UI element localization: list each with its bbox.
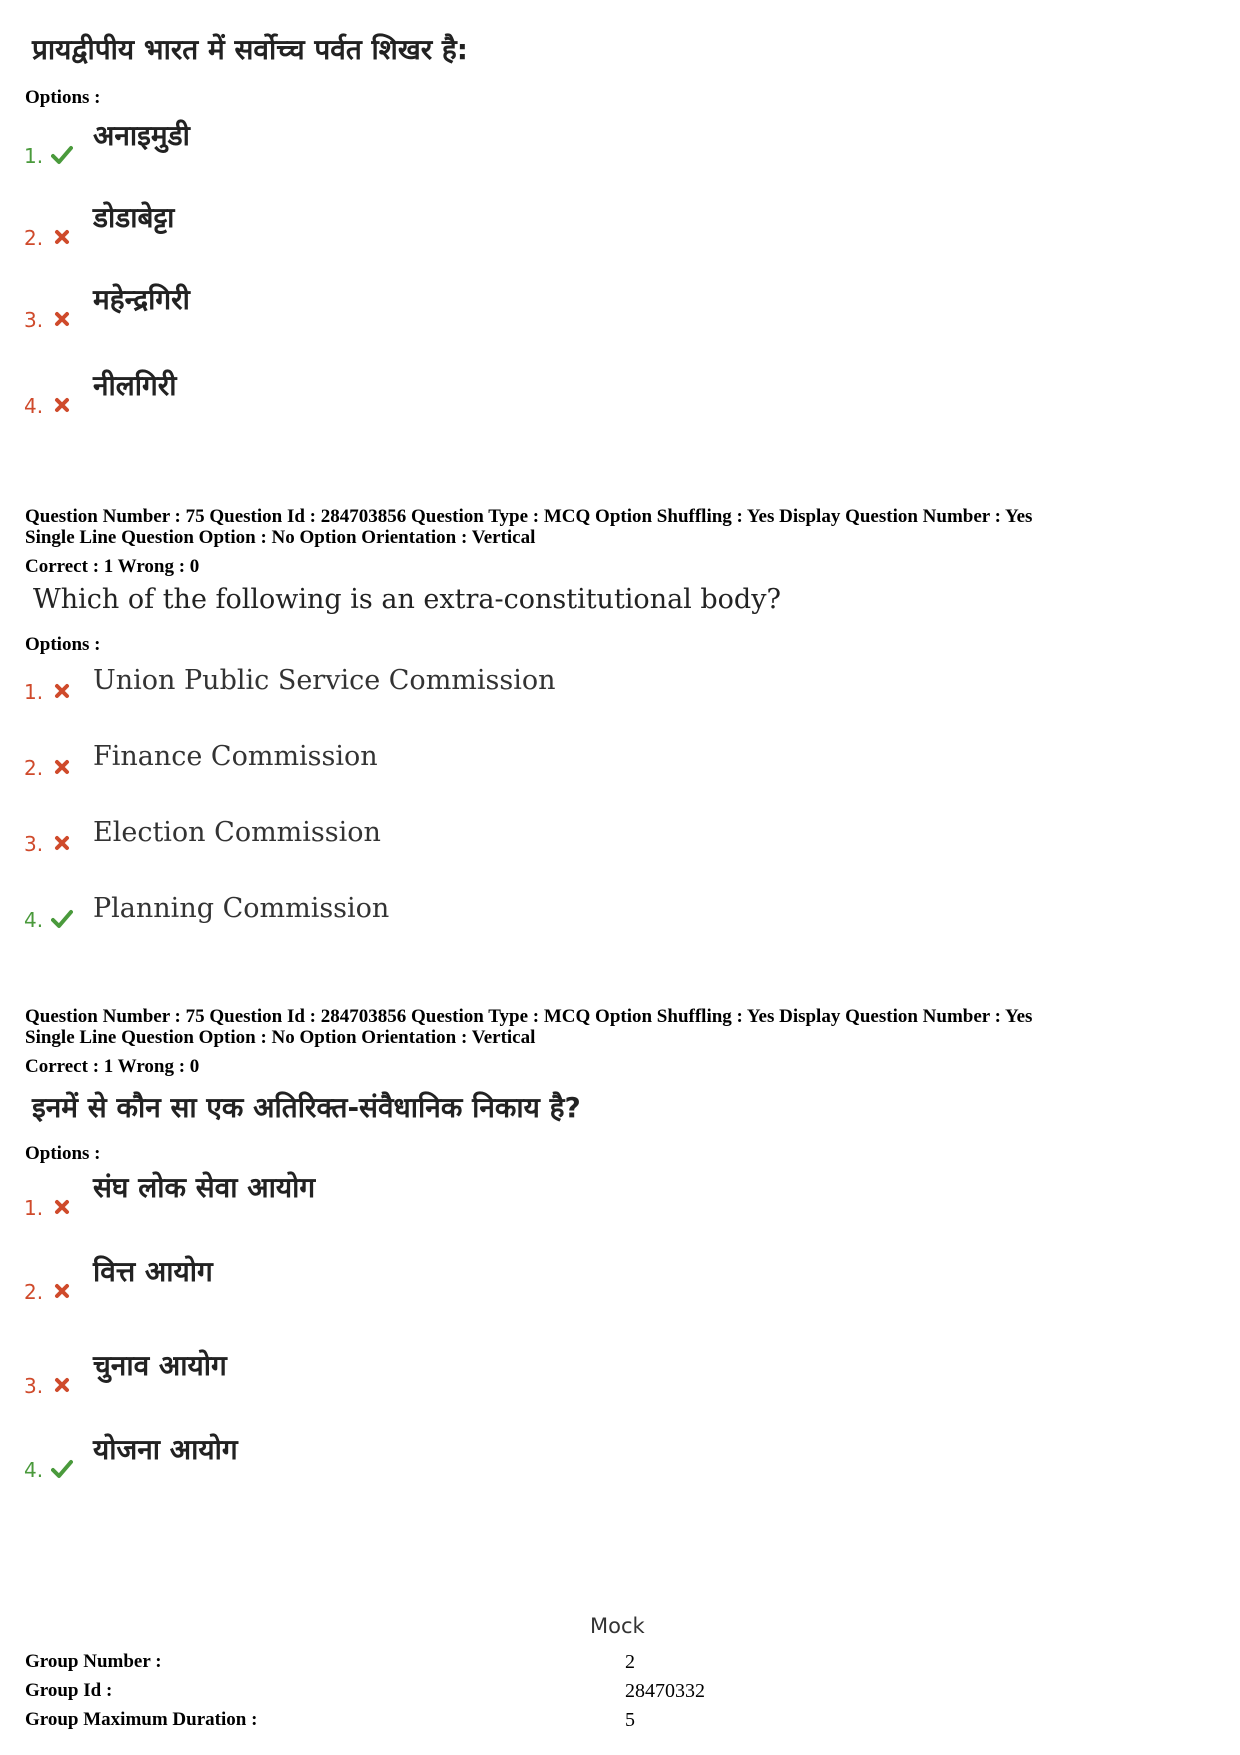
wrong-cross-icon [51, 1280, 73, 1302]
question-text: Which of the following is an extra-constitutional body? [33, 584, 781, 615]
group-duration-value: 5 [625, 1709, 635, 1731]
question-meta: Single Line Question Option : No Option Orientation : Vertical [25, 1027, 536, 1048]
option-text: Finance Commission [93, 741, 378, 772]
wrong-cross-icon [51, 394, 73, 416]
option-text: महेन्द्रगिरी [93, 283, 190, 316]
correct-check-icon [51, 144, 73, 166]
group-number-value: 2 [625, 1651, 635, 1673]
question-meta: Question Number : 75 Question Id : 284703856 Question Type : MCQ Option Shuffling : Yes Display Question Number : Yes [25, 506, 1033, 527]
options-label: Options : [25, 634, 101, 655]
wrong-cross-icon [51, 226, 73, 248]
option-number: 2. [24, 226, 44, 250]
option-text: Union Public Service Commission [93, 665, 556, 696]
group-id-value: 28470332 [625, 1680, 705, 1702]
wrong-cross-icon [51, 680, 73, 702]
option-2 [24, 738, 924, 782]
option-text: संघ लोक सेवा आयोग [93, 1171, 316, 1204]
option-3 [24, 1349, 924, 1400]
option-number: 2. [24, 1280, 44, 1304]
option-3 [24, 814, 924, 858]
group-duration-label: Group Maximum Duration : [25, 1709, 258, 1730]
correct-check-icon [51, 908, 73, 930]
option-number: 4. [24, 1458, 44, 1482]
option-1 [24, 1171, 924, 1222]
option-4 [24, 369, 924, 420]
question-text: प्रायद्वीपीय भारत में सर्वोच्च पर्वत शिखर है: [32, 33, 468, 66]
group-id-label: Group Id : [25, 1680, 113, 1701]
option-number: 1. [24, 144, 44, 168]
wrong-cross-icon [51, 1196, 73, 1218]
option-text: Planning Commission [93, 893, 390, 924]
option-number: 1. [24, 680, 44, 704]
option-4 [24, 890, 924, 934]
option-1 [24, 662, 924, 706]
question-marks: Correct : 1 Wrong : 0 [25, 1056, 200, 1077]
section-name: Mock [590, 1614, 645, 1638]
option-number: 4. [24, 908, 44, 932]
option-4 [24, 1433, 924, 1484]
option-number: 3. [24, 832, 44, 856]
option-2 [24, 201, 924, 252]
wrong-cross-icon [51, 308, 73, 330]
option-number: 3. [24, 308, 44, 332]
option-number: 1. [24, 1196, 44, 1220]
option-number: 4. [24, 394, 44, 418]
group-number-label: Group Number : [25, 1651, 162, 1672]
question-meta: Single Line Question Option : No Option Orientation : Vertical [25, 527, 536, 548]
correct-check-icon [51, 1458, 73, 1480]
option-text: डोडाबेट्टा [93, 201, 175, 234]
option-text: अनाइमुडी [93, 119, 190, 152]
option-text: वित्त आयोग [93, 1255, 213, 1288]
option-number: 3. [24, 1374, 44, 1398]
wrong-cross-icon [51, 832, 73, 854]
question-meta: Question Number : 75 Question Id : 284703856 Question Type : MCQ Option Shuffling : Yes Display Question Number : Yes [25, 1006, 1033, 1027]
option-2 [24, 1255, 924, 1306]
options-label: Options : [25, 1143, 101, 1164]
options-label: Options : [25, 87, 101, 108]
wrong-cross-icon [51, 1374, 73, 1396]
option-number: 2. [24, 756, 44, 780]
option-text: Election Commission [93, 817, 381, 848]
option-1 [24, 119, 924, 170]
option-text: योजना आयोग [93, 1433, 238, 1466]
question-marks: Correct : 1 Wrong : 0 [25, 556, 200, 577]
question-text: इनमें से कौन सा एक अतिरिक्त-संवैधानिक निकाय है? [32, 1091, 581, 1124]
wrong-cross-icon [51, 756, 73, 778]
option-text: चुनाव आयोग [93, 1349, 227, 1382]
option-text: नीलगिरी [93, 369, 177, 402]
option-3 [24, 283, 924, 334]
